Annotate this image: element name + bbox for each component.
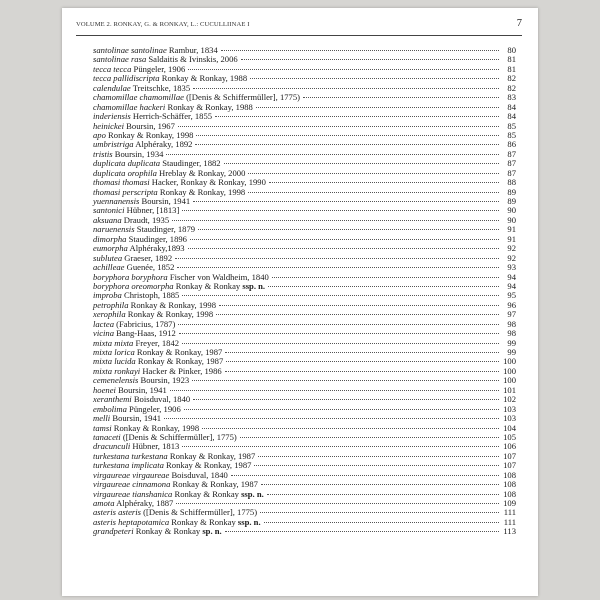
author-citation: Ronkay & Ronkay <box>172 488 242 499</box>
dot-leader <box>177 267 499 268</box>
toc-page-number: 99 <box>507 337 516 348</box>
taxon-name: cemenelensis <box>93 375 139 386</box>
author-citation: Boursin, 1941 <box>139 196 191 206</box>
author-citation: Saldaitis & Ivinskis, 2006 <box>146 54 238 65</box>
dot-leader <box>225 371 499 372</box>
toc-page-number: 109 <box>503 498 516 508</box>
taxon-name: grandpeteri <box>93 526 134 537</box>
dot-leader <box>188 69 499 70</box>
toc-page-number: 101 <box>503 384 516 395</box>
taxon-name: boryphora boryphora <box>93 271 168 282</box>
taxon-name: chamomillae hackeri <box>93 101 166 112</box>
dot-leader <box>256 107 499 108</box>
toc-page-number: 103 <box>503 413 516 424</box>
taxon-name: hoenei <box>93 384 116 395</box>
author-citation: Ronkay & Ronkay <box>169 516 238 527</box>
header-rule <box>76 35 522 36</box>
toc-page-number: 98 <box>507 328 516 339</box>
toc-page-number: 87 <box>507 148 516 159</box>
taxon-name: achilleae <box>93 262 125 273</box>
author-citation: Hreblay & Ronkay, 2000 <box>156 167 246 178</box>
taxon-name: duplicata duplicata <box>93 158 161 169</box>
dot-leader <box>179 333 499 334</box>
toc-page-number: 89 <box>507 186 516 197</box>
toc-page-number: 98 <box>507 318 516 329</box>
dot-leader <box>269 182 499 183</box>
taxon-name: calendulae <box>93 82 131 93</box>
author-citation: Ronkay & Ronkay <box>173 280 243 291</box>
author-citation: Ronkay & Ronkay, 1988 <box>165 101 253 112</box>
taxon-name: virgaureae tianshanica <box>93 488 173 499</box>
taxon-name: dimorpha <box>93 233 127 244</box>
taxon-name: petrophila <box>93 299 129 310</box>
dot-leader <box>272 277 499 278</box>
dot-leader <box>254 465 499 466</box>
author-citation: Rambur, 1834 <box>166 45 218 55</box>
taxon-name: aksuana <box>93 214 122 225</box>
toc-page-number: 85 <box>507 129 516 140</box>
author-citation: Graeser, 1892 <box>122 252 173 263</box>
toc-entry <box>93 527 516 536</box>
taxon-name: dracunculi <box>93 441 131 452</box>
author-citation: Hacker, Ronkay & Ronkay, 1990 <box>149 177 266 188</box>
toc-page-number: 91 <box>507 233 516 244</box>
new-taxon-marker: sp. n. <box>202 526 222 537</box>
toc-page-number: 99 <box>507 347 516 357</box>
toc-page-number: 89 <box>507 196 516 206</box>
dot-leader <box>195 144 499 145</box>
toc-page-number: 92 <box>507 243 516 254</box>
dot-leader <box>258 456 499 457</box>
author-citation: Ronkay & Ronkay, 1998 <box>157 186 246 197</box>
dot-leader <box>178 324 499 325</box>
dot-leader <box>190 239 499 240</box>
author-citation: Ronkay & Ronkay <box>133 526 203 537</box>
dot-leader <box>248 192 499 193</box>
dot-leader <box>182 446 499 447</box>
author-citation: Ronkay & Ronkay, 1988 <box>159 73 248 84</box>
author-citation: Boursin, 1941 <box>110 413 162 424</box>
table-of-contents <box>93 46 516 537</box>
toc-page-number: 86 <box>507 139 516 150</box>
toc-page-number: 106 <box>503 441 516 452</box>
author-citation: Alphéraky,1893 <box>127 243 185 254</box>
author-citation: Alphéraky, 1887 <box>114 498 174 508</box>
dot-leader <box>193 399 499 400</box>
taxon-name: santolinae santolinae <box>93 45 167 55</box>
author-citation: Bang-Haas, 1912 <box>114 328 176 339</box>
taxon-name: mixta ronkayi <box>93 365 141 376</box>
dot-leader <box>184 409 499 410</box>
taxon-name: improba <box>93 290 122 301</box>
dot-leader <box>248 173 499 174</box>
dot-leader <box>225 531 499 532</box>
taxon-name: tecca pallidiscripta <box>93 73 160 84</box>
running-title: VOLUME 2. RONKAY, G. & RONKAY, L.: CUCULLIINAE I <box>76 21 250 28</box>
page-header <box>76 18 522 29</box>
toc-page-number: 100 <box>503 356 516 367</box>
toc-page-number: 84 <box>507 111 516 122</box>
document-page <box>62 8 538 596</box>
author-citation: Herrich-Schäffer, 1855 <box>130 111 213 122</box>
toc-page-number: 84 <box>507 101 516 112</box>
dot-leader <box>188 248 499 249</box>
taxon-name: thomasi perscripta <box>93 186 158 197</box>
taxon-name: thomasi thomasi <box>93 177 150 188</box>
dot-leader <box>193 201 499 202</box>
author-citation: Staudinger, 1882 <box>160 158 221 169</box>
taxon-name: inderiensis <box>93 111 131 122</box>
taxon-name: turkestana implicata <box>93 460 164 471</box>
dot-leader <box>250 78 499 79</box>
taxon-name: vicina <box>93 328 114 339</box>
taxon-name: xerophila <box>93 309 126 320</box>
author-citation: ([Denis & Schiffermüller], 1775) <box>141 507 258 518</box>
dot-leader <box>303 97 499 98</box>
author-citation: Boursin, 1923 <box>138 375 190 386</box>
author-citation: Ronkay & Ronkay, 1998 <box>105 129 194 140</box>
author-citation: Draudt, 1935 <box>121 214 170 225</box>
toc-page-number: 83 <box>507 92 516 103</box>
author-citation: Ronkay & Ronkay, 1998 <box>125 309 214 320</box>
author-citation: Ronkay & Ronkay, 1987 <box>134 347 223 357</box>
new-taxon-marker: ssp. n. <box>237 516 261 527</box>
dot-leader <box>240 437 499 438</box>
taxon-name: tristis <box>93 148 113 159</box>
toc-page-number: 91 <box>507 224 516 235</box>
taxon-name: sublutea <box>93 252 123 263</box>
taxon-name: mixta lucida <box>93 356 136 367</box>
dot-leader <box>166 154 499 155</box>
taxon-name: mixta lorica <box>93 347 135 357</box>
author-citation: Püngeler, 1906 <box>131 63 186 74</box>
author-citation: Ronkay & Ronkay, 1987 <box>135 356 224 367</box>
toc-page-number: 94 <box>507 280 516 291</box>
author-citation: Hacker & Pinker, 1986 <box>140 365 222 376</box>
toc-page-number: 81 <box>507 63 516 74</box>
toc-page-number: 100 <box>503 375 516 386</box>
dot-leader <box>221 50 499 51</box>
author-citation: Staudinger, 1896 <box>126 233 187 244</box>
toc-page-number: 90 <box>507 214 516 225</box>
toc-page-number: 108 <box>503 488 516 499</box>
dot-leader <box>193 88 499 89</box>
taxon-name: tamsi <box>93 422 112 433</box>
toc-page-number: 81 <box>507 54 516 65</box>
dot-leader <box>264 522 499 523</box>
new-taxon-marker: ssp. n. <box>241 488 264 499</box>
dot-leader <box>226 361 499 362</box>
dot-leader <box>182 343 499 344</box>
taxon-name: santonici <box>93 205 125 216</box>
taxon-name: asteris heptapotamica <box>93 516 170 527</box>
taxon-name: chamomillae chamomillae <box>93 92 184 103</box>
dot-leader <box>225 352 499 353</box>
taxon-name: naruenensis <box>93 224 135 235</box>
author-citation: Hübner, [1813] <box>124 205 180 216</box>
dot-leader <box>261 484 499 485</box>
toc-page-number: 95 <box>507 290 516 301</box>
toc-page-number: 92 <box>507 252 516 263</box>
taxon-name: eumorpha <box>93 243 128 254</box>
dot-leader <box>215 116 499 117</box>
author-citation: ([Denis & Schiffermüller], 1775) <box>183 92 301 103</box>
toc-page-number: 108 <box>503 469 516 480</box>
taxon-name: yuennanensis <box>93 196 140 206</box>
author-citation: (Fabricius, 1787) <box>114 318 176 329</box>
dot-leader <box>175 258 499 259</box>
taxon-name: amota <box>93 498 115 508</box>
dot-leader <box>172 220 499 221</box>
toc-page-number: 87 <box>507 158 516 169</box>
toc-page-number: 96 <box>507 299 516 310</box>
author-citation: Christoph, 1885 <box>121 290 180 301</box>
author-citation: Guenée, 1852 <box>124 262 175 273</box>
toc-page-number: 87 <box>507 167 516 178</box>
author-citation: ([Denis & Schiffermüller], 1775) <box>120 431 237 442</box>
taxon-name: virgaureae cinnamona <box>93 479 171 490</box>
author-citation: Staudinger, 1879 <box>134 224 196 235</box>
taxon-name: melli <box>93 413 111 424</box>
dot-leader <box>192 380 499 381</box>
dot-leader <box>241 59 499 60</box>
taxon-name: apo <box>93 129 106 140</box>
author-citation: Boisduval, 1840 <box>131 394 191 405</box>
dot-leader <box>267 494 499 495</box>
author-citation: Boursin, 1941 <box>115 384 167 395</box>
toc-page-number: 111 <box>503 507 516 518</box>
author-citation: Alphéraky, 1892 <box>133 139 193 150</box>
author-citation: Fischer von Waldheim, 1840 <box>167 271 269 282</box>
dot-leader <box>164 418 499 419</box>
author-citation: Ronkay & Ronkay, 1987 <box>163 460 252 471</box>
dot-leader <box>216 314 499 315</box>
dot-leader <box>182 210 499 211</box>
taxon-name: turkestana turkestana <box>93 450 168 461</box>
author-citation: Ronkay & Ronkay, 1998 <box>128 299 217 310</box>
taxon-name: mixta mixta <box>93 337 134 348</box>
toc-page-number: 108 <box>503 479 516 490</box>
toc-page-number: 80 <box>507 45 516 55</box>
taxon-name: umbristriga <box>93 139 134 150</box>
toc-page-number: 97 <box>507 309 516 320</box>
toc-page-number: 88 <box>507 177 516 188</box>
toc-page-number: 94 <box>507 271 516 282</box>
dot-leader <box>196 135 499 136</box>
author-citation: Freyer, 1842 <box>133 337 180 348</box>
taxon-name: tanaceti <box>93 431 121 442</box>
toc-page-number: 113 <box>503 526 516 537</box>
taxon-name: boryphora oreomorpha <box>93 280 174 291</box>
taxon-name: duplicata orophila <box>93 167 157 178</box>
author-citation: Treitschke, 1835 <box>130 82 191 93</box>
author-citation: Ronkay & Ronkay, 1987 <box>170 479 258 490</box>
new-taxon-marker: ssp. n. <box>242 280 266 291</box>
dot-leader <box>198 229 499 230</box>
dot-leader <box>176 503 499 504</box>
author-citation: Püngeler, 1906 <box>126 403 181 414</box>
author-citation: Hübner, 1813 <box>130 441 180 452</box>
taxon-name: embolima <box>93 403 127 414</box>
dot-leader <box>231 475 499 476</box>
toc-page-number: 82 <box>507 73 516 84</box>
toc-page-number: 104 <box>503 422 516 433</box>
toc-page-number: 107 <box>503 450 516 461</box>
toc-entry-name <box>93 527 222 536</box>
author-citation: Ronkay & Ronkay, 1987 <box>167 450 256 461</box>
author-citation: Ronkay & Ronkay, 1998 <box>111 422 200 433</box>
dot-leader <box>224 163 499 164</box>
page-number: 7 <box>516 18 522 29</box>
dot-leader <box>178 126 499 127</box>
taxon-name: virgaureae virgaureae <box>93 469 170 480</box>
taxon-name: heinickei <box>93 120 125 131</box>
dot-leader <box>202 428 499 429</box>
taxon-name: asteris asteris <box>93 507 141 518</box>
dot-leader <box>219 305 499 306</box>
dot-leader <box>268 286 499 287</box>
toc-page-number: 107 <box>503 460 516 471</box>
toc-page-number: 82 <box>507 82 516 93</box>
author-citation: Boisduval, 1840 <box>169 469 228 480</box>
toc-page-number: 103 <box>503 403 516 414</box>
toc-page-number: 93 <box>507 262 516 273</box>
dot-leader <box>182 295 499 296</box>
author-citation: Boursin, 1967 <box>124 120 175 131</box>
toc-page-number: 90 <box>507 205 516 216</box>
dot-leader <box>170 390 499 391</box>
toc-page-number: 85 <box>507 120 516 131</box>
author-citation: Boursin, 1934 <box>112 148 164 159</box>
taxon-name: xeranthemi <box>93 394 132 405</box>
taxon-name: lactea <box>93 318 114 329</box>
toc-page-number: 102 <box>503 394 516 405</box>
toc-page-number: 111 <box>503 516 516 527</box>
toc-page-number: 105 <box>503 431 516 442</box>
taxon-name: santolinae rasa <box>93 54 147 65</box>
dot-leader <box>260 512 499 513</box>
taxon-name: tecca tecca <box>93 63 132 74</box>
toc-page-number: 100 <box>503 365 516 376</box>
